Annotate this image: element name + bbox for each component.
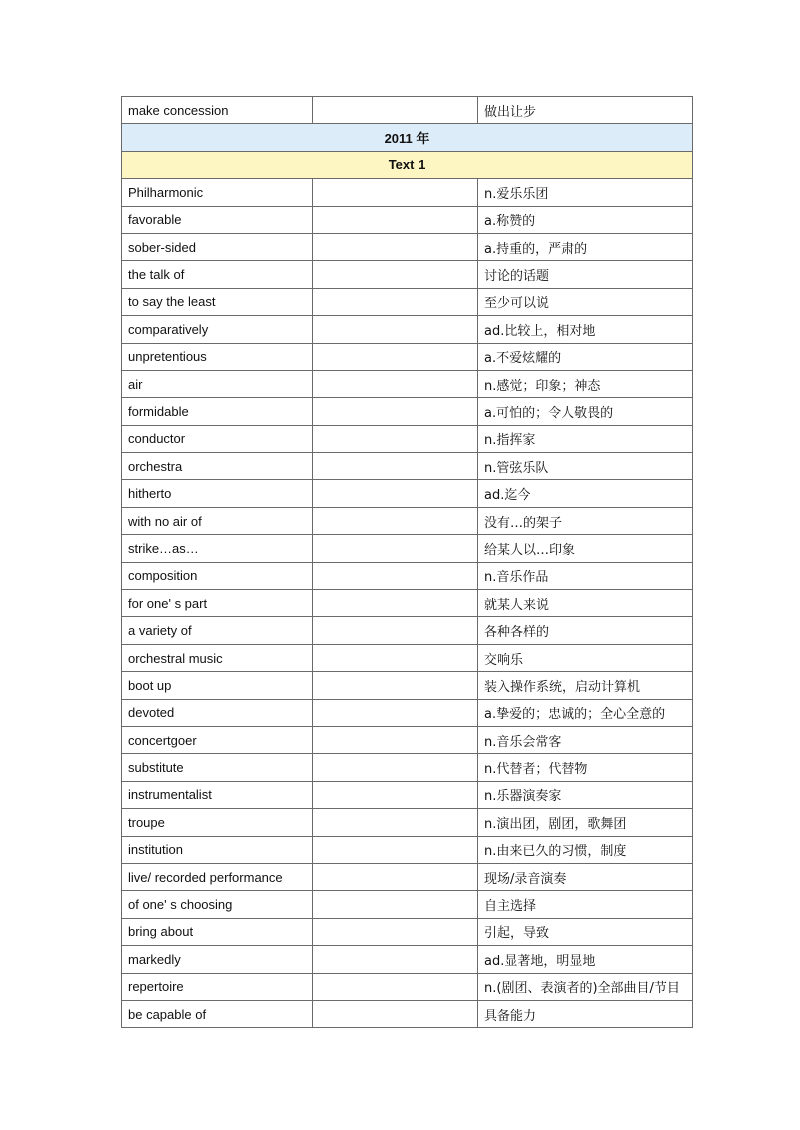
term-cell: Philharmonic — [122, 179, 313, 206]
term-cell: institution — [122, 836, 313, 863]
blank-cell — [313, 726, 478, 753]
blank-cell — [313, 480, 478, 507]
definition-cell: 做出让步 — [478, 97, 693, 124]
table-row — [122, 1000, 693, 1027]
blank-cell — [313, 809, 478, 836]
definition-cell: 讨论的话题 — [478, 261, 693, 288]
term-cell: devoted — [122, 699, 313, 726]
term-cell: for one' s part — [122, 590, 313, 617]
term-cell: boot up — [122, 672, 313, 699]
term-cell: to say the least — [122, 288, 313, 315]
table-row — [122, 261, 693, 288]
term-cell: sober-sided — [122, 233, 313, 260]
definition-cell: 就某人来说 — [478, 590, 693, 617]
blank-cell — [313, 206, 478, 233]
term-cell: orchestral music — [122, 644, 313, 671]
table-row — [122, 891, 693, 918]
blank-cell — [313, 590, 478, 617]
table-row — [122, 343, 693, 370]
definition-cell: n.管弦乐队 — [478, 453, 693, 480]
blank-cell — [313, 781, 478, 808]
table-row — [122, 179, 693, 206]
term-cell: concertgoer — [122, 726, 313, 753]
term-cell: orchestra — [122, 453, 313, 480]
term-cell: strike…as… — [122, 535, 313, 562]
term-cell: bring about — [122, 918, 313, 945]
table-row — [122, 507, 693, 534]
blank-cell — [313, 507, 478, 534]
table-row — [122, 316, 693, 343]
term-cell: with no air of — [122, 507, 313, 534]
definition-cell: n.演出团，剧团，歌舞团 — [478, 809, 693, 836]
blank-cell — [313, 288, 478, 315]
term-cell: of one' s choosing — [122, 891, 313, 918]
definition-cell: 各种各样的 — [478, 617, 693, 644]
term-cell: conductor — [122, 425, 313, 452]
table-row — [122, 206, 693, 233]
definition-cell: n.感觉；印象；神态 — [478, 370, 693, 397]
table-row — [122, 918, 693, 945]
definition-cell: a.挚爱的；忠诚的；全心全意的 — [478, 699, 693, 726]
definition-cell: n.音乐作品 — [478, 562, 693, 589]
term-cell: repertoire — [122, 973, 313, 1000]
definition-cell: n.由来已久的习惯，制度 — [478, 836, 693, 863]
table-row — [122, 946, 693, 973]
term-cell: hitherto — [122, 480, 313, 507]
table-row — [122, 644, 693, 671]
term-cell: make concession — [122, 97, 313, 124]
section-header: Text 1 — [122, 151, 693, 178]
definition-cell: 至少可以说 — [478, 288, 693, 315]
term-cell: composition — [122, 562, 313, 589]
definition-cell: ad.比较上，相对地 — [478, 316, 693, 343]
table-row — [122, 590, 693, 617]
definition-cell: a.不爱炫耀的 — [478, 343, 693, 370]
table-row — [122, 699, 693, 726]
term-cell: be capable of — [122, 1000, 313, 1027]
table-row — [122, 863, 693, 890]
blank-cell — [313, 672, 478, 699]
definition-cell: 引起，导致 — [478, 918, 693, 945]
definition-cell: n.指挥家 — [478, 425, 693, 452]
blank-cell — [313, 863, 478, 890]
definition-cell: n.爱乐乐团 — [478, 179, 693, 206]
term-cell: substitute — [122, 754, 313, 781]
blank-cell — [313, 699, 478, 726]
blank-cell — [313, 425, 478, 452]
definition-cell: 装入操作系统，启动计算机 — [478, 672, 693, 699]
table-row — [122, 425, 693, 452]
blank-cell — [313, 918, 478, 945]
blank-cell — [313, 370, 478, 397]
table-row — [122, 781, 693, 808]
term-cell: the talk of — [122, 261, 313, 288]
table-row — [122, 836, 693, 863]
definition-cell: 自主选择 — [478, 891, 693, 918]
section-header-row — [122, 151, 693, 178]
table-row — [122, 233, 693, 260]
blank-cell — [313, 261, 478, 288]
term-cell: instrumentalist — [122, 781, 313, 808]
definition-cell: 没有…的架子 — [478, 507, 693, 534]
table-row — [122, 973, 693, 1000]
year-header-row — [122, 124, 693, 151]
definition-cell: 具备能力 — [478, 1000, 693, 1027]
blank-cell — [313, 973, 478, 1000]
vocabulary-table — [121, 96, 693, 1028]
term-cell: live/ recorded performance — [122, 863, 313, 890]
table-row — [122, 453, 693, 480]
table-row — [122, 288, 693, 315]
blank-cell — [313, 316, 478, 343]
definition-cell: n.代替者；代替物 — [478, 754, 693, 781]
term-cell: favorable — [122, 206, 313, 233]
blank-cell — [313, 1000, 478, 1027]
blank-cell — [313, 891, 478, 918]
definition-cell: 交响乐 — [478, 644, 693, 671]
blank-cell — [313, 946, 478, 973]
year-header: 2011 年 — [122, 124, 693, 151]
term-cell: unpretentious — [122, 343, 313, 370]
blank-cell — [313, 754, 478, 781]
table-row — [122, 97, 693, 124]
table-row — [122, 726, 693, 753]
table-row — [122, 809, 693, 836]
blank-cell — [313, 179, 478, 206]
blank-cell — [313, 535, 478, 562]
blank-cell — [313, 836, 478, 863]
definition-cell: a.称赞的 — [478, 206, 693, 233]
blank-cell — [313, 562, 478, 589]
blank-cell — [313, 343, 478, 370]
table-row — [122, 398, 693, 425]
definition-cell: a.持重的，严肃的 — [478, 233, 693, 260]
table-row — [122, 480, 693, 507]
definition-cell: ad.显著地，明显地 — [478, 946, 693, 973]
blank-cell — [313, 233, 478, 260]
table-row — [122, 754, 693, 781]
table-row — [122, 672, 693, 699]
term-cell: troupe — [122, 809, 313, 836]
definition-cell: ad.迄今 — [478, 480, 693, 507]
definition-cell: n.(剧团、表演者的)全部曲目/节目 — [478, 973, 693, 1000]
table-row — [122, 535, 693, 562]
definition-cell: 现场/录音演奏 — [478, 863, 693, 890]
term-cell: a variety of — [122, 617, 313, 644]
definition-cell: n.乐器演奏家 — [478, 781, 693, 808]
term-cell: markedly — [122, 946, 313, 973]
vocabulary-table-body — [122, 97, 693, 1028]
blank-cell — [313, 453, 478, 480]
term-cell: air — [122, 370, 313, 397]
table-row — [122, 370, 693, 397]
blank-cell — [313, 644, 478, 671]
blank-cell — [313, 97, 478, 124]
definition-cell: 给某人以…印象 — [478, 535, 693, 562]
definition-cell: n.音乐会常客 — [478, 726, 693, 753]
blank-cell — [313, 617, 478, 644]
table-row — [122, 562, 693, 589]
term-cell: formidable — [122, 398, 313, 425]
definition-cell: a.可怕的；令人敬畏的 — [478, 398, 693, 425]
table-row — [122, 617, 693, 644]
blank-cell — [313, 398, 478, 425]
term-cell: comparatively — [122, 316, 313, 343]
